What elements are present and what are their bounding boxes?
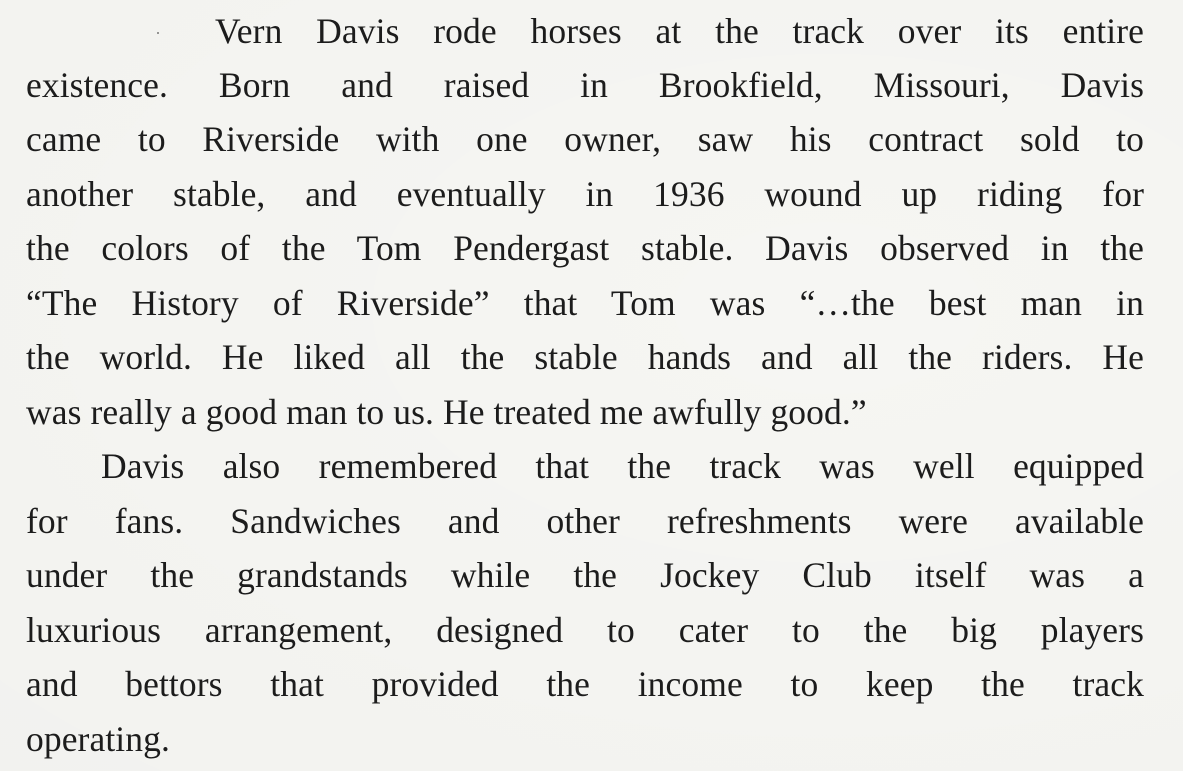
- text-line: another stable, and eventually in 1936 wound up riding for: [26, 174, 1144, 214]
- text-line: existence. Born and raised in Brookfield, Missouri, Davis: [26, 65, 1144, 105]
- text-line: operating.: [26, 719, 170, 759]
- text-line: under the grandstands while the Jockey Club itself was a: [26, 555, 1144, 595]
- text-line: and bettors that provided the income to keep the track: [26, 664, 1144, 704]
- print-speck: [157, 32, 159, 34]
- text-line: the world. He liked all the stable hands and all the riders. He: [26, 337, 1144, 377]
- text-line: came to Riverside with one owner, saw his contract sold to: [26, 119, 1144, 159]
- text-line: luxurious arrangement, designed to cater to the big players: [26, 610, 1144, 650]
- text-line: was really a good man to us. He treated me awfully good.”: [26, 392, 867, 432]
- text-line: Vern Davis rode horses at the track over its entire: [215, 11, 1144, 51]
- text-line: “The History of Riverside” that Tom was “…the best man in: [26, 283, 1144, 323]
- text-line: the colors of the Tom Pendergast stable. Davis observed in the: [26, 228, 1144, 268]
- text-line: Davis also remembered that the track was well equipped: [101, 446, 1144, 486]
- text-line: for fans. Sandwiches and other refreshments were available: [26, 501, 1144, 541]
